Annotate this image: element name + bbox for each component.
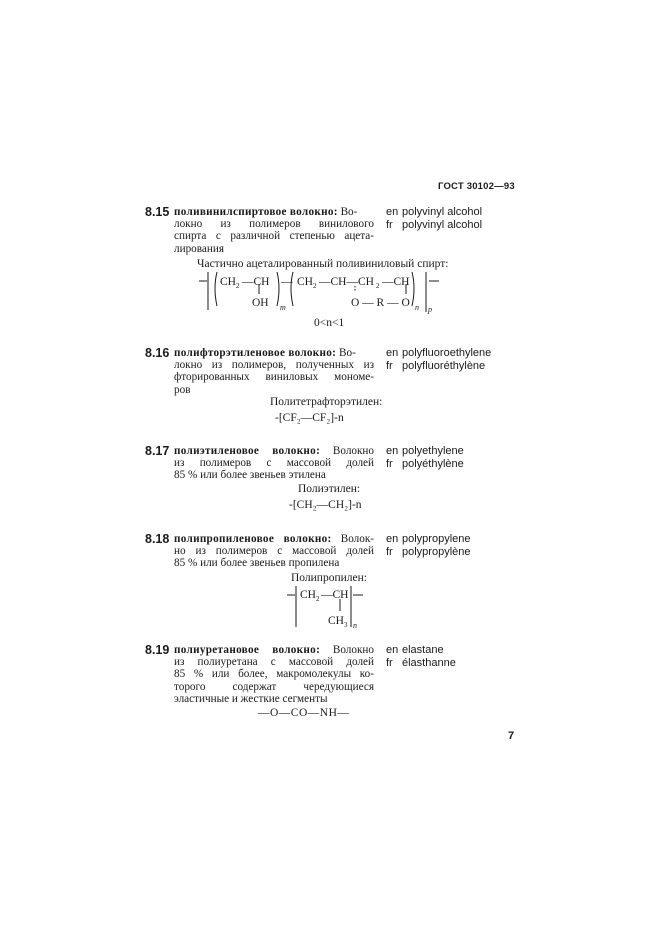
svg-text:—: — <box>281 276 293 288</box>
entry-term: полиэтиленовое волокно: <box>174 445 321 457</box>
term-fr: polyvinyl alcohol <box>402 218 483 231</box>
formula: -[CH₂—CH₂]-n <box>289 499 362 511</box>
term-fr: polypropylène <box>402 545 471 558</box>
translations: en elastane fr élasthanne <box>386 644 456 669</box>
entry-number: 8.15 <box>145 205 170 219</box>
svg-text:—CH: —CH <box>382 276 410 288</box>
term-fr: polyfluoréthylène <box>402 359 486 372</box>
document-code: ГОСТ 30102—93 <box>438 181 515 192</box>
entry-number: 8.18 <box>145 532 170 546</box>
formula: -[CF₂—CF₂]-n <box>275 412 344 424</box>
svg-text:p: p <box>428 305 432 314</box>
entry-number: 8.19 <box>145 643 170 657</box>
svg-text:CH: CH <box>220 276 236 288</box>
svg-text:—CH: —CH <box>321 589 349 601</box>
translations: en polypropylene fr polypropylène <box>386 533 471 558</box>
entry-definition: полипропиленовое волокно: Волок- но из полимеров с массовой долей 85 % или более звеньев пропилена <box>174 533 374 570</box>
svg-text:—CH—CH: —CH—CH <box>319 276 374 288</box>
entry-definition: полиэтиленовое волокно: Волокно из полимеров с массовой долей 85 % или более звеньев этилена <box>174 445 375 482</box>
polypropylene-formula <box>283 583 373 633</box>
formula-caption: Политетрафторэтилен: <box>270 396 383 408</box>
formula-caption: Полиэтилен: <box>298 483 361 495</box>
term-fr: polyéthylène <box>402 457 464 470</box>
svg-text:2: 2 <box>376 282 380 290</box>
svg-text:2: 2 <box>316 595 320 603</box>
entry-term: полиуретановое волокно: <box>174 644 321 656</box>
term-en: polypropylene <box>402 533 471 545</box>
term-fr: élasthanne <box>402 656 456 669</box>
svg-text:CH: CH <box>300 589 316 601</box>
entry-definition: полифторэтиленовое волокно: Во- локно из полимеров, полученных из фторированных виниловых мономе- ров <box>174 347 374 396</box>
term-en: polyvinyl alcohol <box>402 206 483 218</box>
svg-text:n: n <box>353 621 357 630</box>
translations: en polyethylene fr polyéthylène <box>386 445 464 470</box>
svg-text:2: 2 <box>313 282 317 290</box>
page-number: 7 <box>508 730 515 742</box>
svg-text:m: m <box>280 303 286 312</box>
term-en: polyfluoroethylene <box>402 347 492 359</box>
term-en: polyethylene <box>402 445 464 457</box>
formula-caption: Частично ацеталированный поливиниловый спирт: <box>197 258 449 270</box>
entry-term: поливинилспиртовое волокно: <box>174 206 338 218</box>
svg-text:CH: CH <box>328 615 344 627</box>
formula-condition: 0<n<1 <box>314 317 345 329</box>
formula: —O—CO—NH— <box>258 707 350 719</box>
entry-term: полипропиленовое волокно: <box>174 533 332 545</box>
translations: en polyvinyl alcohol fr polyvinyl alcohol <box>386 206 483 231</box>
entry-term: полифторэтиленовое волокно: <box>174 347 337 359</box>
svg-text:2: 2 <box>236 282 240 290</box>
svg-text:n: n <box>415 303 419 312</box>
formula-caption: Полипропилен: <box>291 572 367 584</box>
pva-formula <box>195 268 465 340</box>
translations: en polyfluoroethylene fr polyfluoréthylène <box>386 347 492 372</box>
entry-definition: поливинилспиртовое волокно: Во- локно из полимеров винилового спирта с различной степенью ацета- лирования <box>174 206 374 255</box>
term-en: elastane <box>402 644 444 656</box>
entry-number: 8.17 <box>145 444 170 458</box>
entry-definition: полиуретановое волокно: Волокно из полиуретана с массовой долей 85 % или более, макромолекулы ко- торого содержат чередующиеся эластичные и жесткие сегменты <box>174 644 374 705</box>
svg-text:O — R — O: O — R — O <box>351 297 410 309</box>
entry-number: 8.16 <box>145 346 170 360</box>
svg-text:3: 3 <box>344 621 348 629</box>
svg-text:—CH: —CH <box>242 276 270 288</box>
svg-text:OH: OH <box>252 297 269 309</box>
svg-text:CH: CH <box>297 276 313 288</box>
